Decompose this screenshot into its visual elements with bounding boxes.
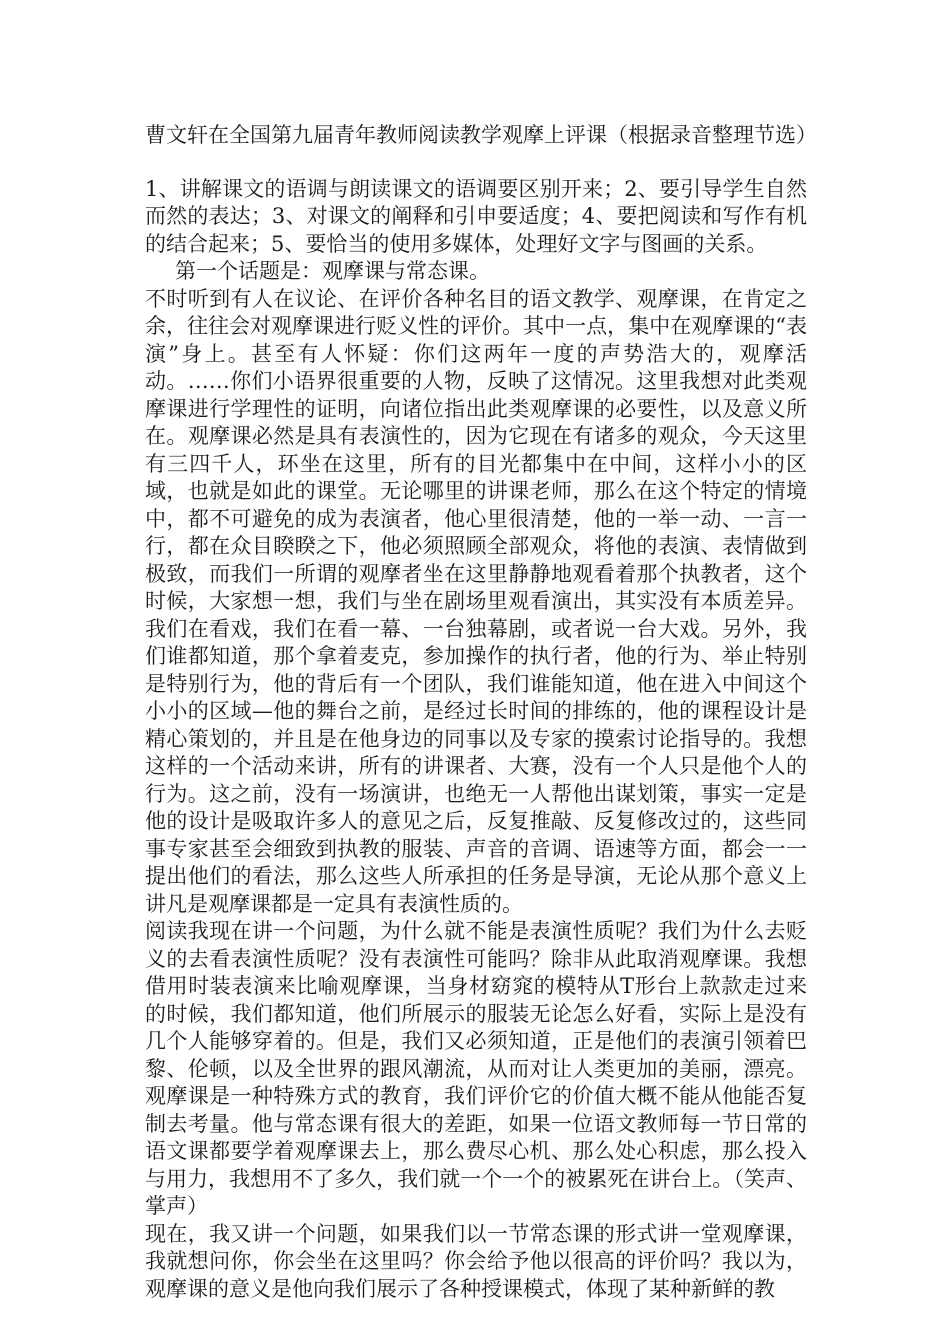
- body-paragraph-2: 阅读我现在讲一个问题，为什么就不能是表演性质呢？我们为什么去贬义的去看表演性质呢？没有表演性可能吗？除非从此取消观摩课。我想借用时装表演来比喻观摩课，当身材窈窕的模特从T形台上款款走过来的时候，我们都知道，他们所展示的服装无论怎么好看，实际上是没有几个人能够穿着的。但是，我们又必须知道，正是他们的表演引领着巴黎、伦顿，以及全世界的跟风潮流，从而对让人类更加的美丽，漂亮。观摩课是一种特殊方式的教育，我们评价它的价值大概不能从他能否复制去考量。他与常态课有很大的差距，如果一位语文教师每一节日常的语文课都要学着观摩课去上，那么费尽心机、那么处心积虑，那么投入与用力，我想用不了多久，我们就一个一个的被累死在讲台上。（笑声、掌声）: [145, 919, 807, 1218]
- topic-heading: 第一个话题是：观摩课与常态课。: [175, 259, 490, 283]
- body-paragraph-3: 现在，我又讲一个问题，如果我们以一节常态课的形式讲一堂观摩课，我就想问你，你会坐在这里吗？你会给予他以很高的评价吗？我以为，观摩课的意义是他向我们展示了各种授课模式，体现了某种新鲜的教: [145, 1221, 807, 1301]
- document-page: [145, 122, 817, 1303]
- document-title: 曹文轩在全国第九届青年教师阅读教学观摩上评课（根据录音整理节选）: [145, 123, 817, 147]
- summary-paragraph: 1、讲解课文的语调与朗读课文的语调要区别开来；2、要引导学生自然而然的表达；3、对课文的阐释和引申要适度；4、要把阅读和写作有机的结合起来；5、要恰当的使用多媒体，处理好文字与图画的关系。: [145, 176, 807, 256]
- body-paragraph-1: 不时听到有人在议论、在评价各种名目的语文教学、观摩课，在肯定之余，往往会对观摩课进行贬义性的评价。其中一点，集中在观摩课的“表演”身上。甚至有人怀疑：你们这两年一度的声势浩大的，观摩活动。……你们小语界很重要的人物，反映了这情况。这里我想对此类观摩课进行学理性的证明，向诸位指出此类观摩课的必要性，以及意义所在。观摩课必然是具有表演性的，因为它现在有诸多的观众，今天这里有三四千人，环坐在这里，所有的目光都集中在中间，这样小小的区域，也就是如此的课堂。无论哪里的讲课老师，那么在这个特定的情境中，都不可避免的成为表演者，他心里很清楚，他的一举一动、一言一行，都在众目睽睽之下，他必须照顾全部观众，将他的表演、表情做到极致，而我们一所谓的观摩者坐在这里静静地观看着那个执教者，这个时候，大家想一想，我们与坐在剧场里观看演出，其实没有本质差异。我们在看戏，我们在看一幕、一台独幕剧，或者说一台大戏。另外，我们谁都知道，那个拿着麦克，参加操作的执行者，他的行为、举止特别是特别行为，他的背后有一个团队，我们谁能知道，他在进入中间这个小小的区域—他的舞台之前，是经过长时间的排练的，他的课程设计是精心策划的，并且是在他身边的同事以及专家的摸索讨论指导的。我想这样的一个活动来讲，所有的讲课者、大赛，没有一个人只是他个人的行为。这之前，没有一场演讲，也绝无一人帮他出谋划策，事实一定是他的设计是吸取许多人的意见之后，反复推敲、反复修改过的，这些同事专家甚至会细致到执教的服装、声音的音调、语速等方面，都会一一提出他们的看法，那么这些人所承担的任务是导演，无论从那个意义上讲凡是观摩课都是一定具有表演性质的。: [145, 286, 807, 916]
